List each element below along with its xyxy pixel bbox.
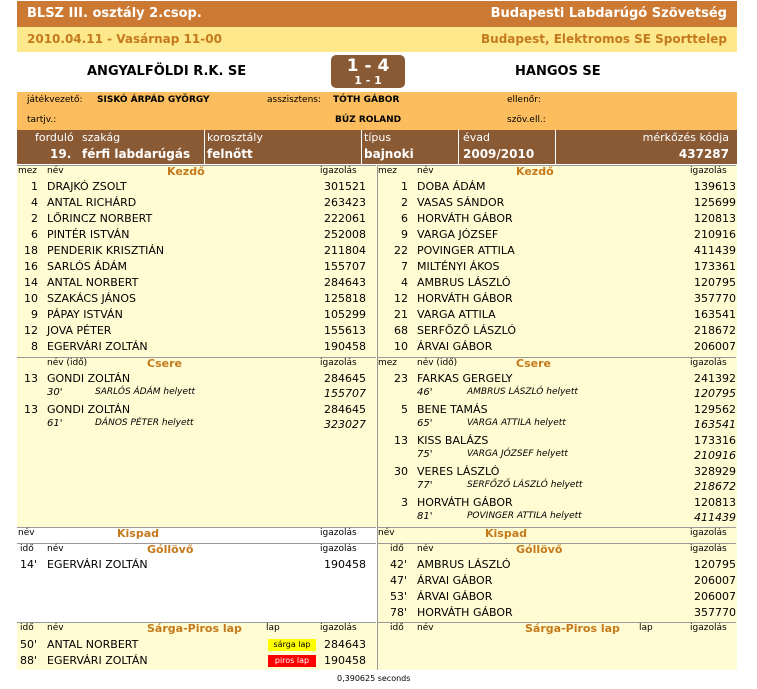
shirt-number: 4	[401, 276, 408, 289]
player-name: GONDI ZOLTÁN	[47, 372, 131, 385]
away-goal-row	[377, 605, 736, 621]
home-player-row	[17, 243, 376, 259]
away-start-header	[377, 165, 736, 178]
shirt-number: 6	[401, 212, 408, 225]
shirt-number: 16	[24, 260, 38, 273]
home-start-title: Kezdő	[167, 165, 205, 178]
nev-col: név	[47, 623, 64, 633]
player-id: 139613	[694, 180, 736, 193]
nev-col: név	[417, 544, 434, 554]
home-player-row	[17, 339, 376, 355]
shirt-number: 9	[401, 228, 408, 241]
player-id: 284643	[324, 638, 366, 651]
player-id: 125699	[694, 196, 736, 209]
halftime-score: 1 - 1	[354, 74, 382, 87]
shirt-number: 30	[394, 465, 408, 478]
away-sub-detail	[377, 386, 736, 402]
away-subs-header	[377, 357, 736, 370]
home-player-row	[17, 195, 376, 211]
branch-label: szakág	[82, 131, 121, 144]
shirt-number: 14	[24, 276, 38, 289]
reserve-ref-label: tartjv.:	[27, 115, 57, 125]
shirt-number: 10	[394, 340, 408, 353]
player-name: HORVÁTH GÁBOR	[417, 496, 513, 509]
player-name: POVINGER ATTILA	[417, 244, 515, 257]
referee-name: SISKÓ ÁRPÁD GYÖRGY	[97, 95, 210, 105]
nev-ido-col: név (idő)	[47, 358, 88, 368]
shirt-number: 5	[401, 403, 408, 416]
replaced-id: 411439	[694, 511, 736, 524]
ido-col: idő	[390, 544, 404, 554]
season-label: évad	[463, 131, 491, 144]
shirt-number: 12	[24, 324, 38, 337]
card-minute: 88'	[20, 654, 38, 667]
igazolas-col: igazolás	[320, 544, 357, 554]
player-name: MILTÉNYI ÁKOS	[417, 260, 500, 273]
player-name: AMBRUS LÁSZLÓ	[417, 276, 511, 289]
player-name: EGERVÁRI ZOLTÁN	[47, 654, 148, 667]
info-age	[204, 130, 361, 164]
away-team: HANGOS SE	[515, 64, 601, 79]
type-label: típus	[364, 131, 392, 144]
replaced-id: 210916	[694, 449, 736, 462]
player-name: ANTAL RICHÁRD	[47, 196, 137, 209]
player-id: 125818	[324, 292, 366, 305]
shirt-number: 1	[31, 180, 38, 193]
player-id: 155707	[324, 260, 366, 273]
replaced-player: AMBRUS LÁSZLÓ helyett	[467, 387, 578, 397]
round-label: forduló	[35, 131, 74, 144]
player-id: 252008	[324, 228, 366, 241]
replaced-id: 155707	[324, 387, 366, 400]
away-sub-row	[377, 433, 736, 449]
player-id: 206007	[694, 340, 736, 353]
red-card-badge: piros lap	[268, 655, 316, 667]
away-sub-row	[377, 464, 736, 480]
igazolas-col: igazolás	[690, 623, 727, 633]
player-id: 105299	[324, 308, 366, 321]
player-name: VERES LÁSZLÓ	[417, 465, 500, 478]
ido-col: idő	[20, 623, 34, 633]
home-goals-title: Góllövő	[147, 543, 194, 556]
date-venue-bar	[17, 27, 737, 52]
nev-col: név	[417, 623, 434, 633]
home-sub-row	[17, 371, 376, 387]
player-id: 210916	[694, 228, 736, 241]
age-label: korosztály	[207, 131, 263, 144]
replaced-id: 120795	[694, 387, 736, 400]
away-player-row	[377, 291, 736, 307]
home-player-row	[17, 307, 376, 323]
away-player-row	[377, 243, 736, 259]
info-type	[361, 130, 458, 164]
player-name: KISS BALÁZS	[417, 434, 489, 447]
home-sub-detail	[17, 386, 376, 402]
home-subs-header	[17, 357, 376, 370]
player-id: 284645	[324, 372, 366, 385]
shirt-number: 21	[394, 308, 408, 321]
home-start-header	[17, 165, 376, 178]
away-bench-title: Kispad	[485, 527, 528, 540]
sub-minute: 65'	[417, 418, 433, 429]
info-branch	[80, 130, 204, 164]
player-id: 328929	[694, 465, 736, 478]
shirt-number: 8	[31, 340, 38, 353]
mez-col: mez	[378, 358, 398, 368]
shirt-number: 6	[31, 228, 38, 241]
yellow-card-badge: sárga lap	[268, 639, 316, 651]
away-player-row	[377, 323, 736, 339]
scorer-name: ÁRVAI GÁBOR	[417, 574, 493, 587]
lap-col: lap	[639, 623, 653, 633]
home-goals-header	[17, 543, 376, 556]
player-name: GONDI ZOLTÁN	[47, 403, 131, 416]
nev-col: név	[18, 528, 35, 538]
igazolas-col: igazolás	[690, 358, 727, 368]
shirt-number: 12	[394, 292, 408, 305]
player-name: EGERVÁRI ZOLTÁN	[47, 340, 148, 353]
replaced-id: 323027	[324, 418, 366, 431]
match-venue: Budapest, Elektromos SE Sporttelep	[481, 32, 727, 46]
scorer-name: ÁRVAI GÁBOR	[417, 590, 493, 603]
info-code	[555, 130, 737, 164]
away-goal-row	[377, 573, 736, 589]
player-id: 222061	[324, 212, 366, 225]
igazolas-col: igazolás	[690, 528, 727, 538]
player-id: 120813	[694, 496, 736, 509]
igazolas-col: igazolás	[320, 166, 357, 176]
type-value: bajnoki	[364, 147, 414, 161]
sub-minute: 61'	[47, 418, 63, 429]
igazolas-col: igazolás	[320, 623, 357, 633]
goal-minute: 42'	[390, 558, 408, 571]
nev-col: név	[47, 166, 64, 176]
player-id: 263423	[324, 196, 366, 209]
assistant1-name: TÓTH GÁBOR	[333, 95, 400, 105]
player-name: DOBA ÁDÁM	[417, 180, 486, 193]
player-id: 120813	[694, 212, 736, 225]
away-sub-detail	[377, 510, 736, 526]
away-sub-detail	[377, 417, 736, 433]
home-cards-title: Sárga-Piros lap	[147, 622, 242, 635]
sub-minute: 75'	[417, 449, 433, 460]
ido-col: idő	[390, 623, 404, 633]
igazolas-col: igazolás	[690, 166, 727, 176]
player-name: ÁRVAI GÁBOR	[417, 340, 493, 353]
shirt-number: 9	[31, 308, 38, 321]
away-player-row	[377, 339, 736, 355]
player-id: 163541	[694, 308, 736, 321]
player-id: 218672	[694, 324, 736, 337]
away-player-row	[377, 195, 736, 211]
nev-col: név	[417, 166, 434, 176]
home-player-row	[17, 291, 376, 307]
info-season	[458, 130, 555, 164]
fed-controller-label: szöv.ell.:	[507, 115, 546, 125]
away-sub-row	[377, 495, 736, 511]
shirt-number: 18	[24, 244, 38, 257]
home-player-row	[17, 211, 376, 227]
season-value: 2009/2010	[463, 147, 535, 161]
player-name: VARGA ATTILA	[417, 308, 496, 321]
away-goals-title: Góllövő	[516, 543, 563, 556]
player-id: 155613	[324, 324, 366, 337]
player-name: SZAKÁCS JÁNOS	[47, 292, 136, 305]
sub-minute: 77'	[417, 480, 433, 491]
scorer-id: 206007	[694, 590, 736, 603]
goal-minute: 14'	[20, 558, 38, 571]
player-id: 120795	[694, 276, 736, 289]
sub-minute: 46'	[417, 387, 433, 398]
player-id: 190458	[324, 340, 366, 353]
igazolas-col: igazolás	[690, 544, 727, 554]
footer-timing: 0,390625 seconds	[337, 674, 411, 683]
round-value: 19.	[50, 147, 72, 161]
mez-col: mez	[378, 166, 398, 176]
replaced-player: SERFŐZŐ LÁSZLÓ helyett	[467, 480, 583, 490]
player-name: HORVÁTH GÁBOR	[417, 292, 513, 305]
player-name: DRAJKÓ ZSOLT	[47, 180, 127, 193]
igazolas-col: igazolás	[320, 358, 357, 368]
away-goal-row	[377, 589, 736, 605]
away-bench-header	[377, 527, 736, 540]
player-id: 129562	[694, 403, 736, 416]
replaced-player: SARLÓS ÁDÁM helyett	[95, 387, 196, 397]
away-player-row	[377, 259, 736, 275]
player-id: 284645	[324, 403, 366, 416]
home-player-row	[17, 227, 376, 243]
goal-minute: 47'	[390, 574, 408, 587]
away-player-row	[377, 211, 736, 227]
mez-col: mez	[18, 166, 38, 176]
home-card-row	[17, 637, 376, 653]
shirt-number: 2	[401, 196, 408, 209]
shirt-number: 13	[24, 403, 38, 416]
shirt-number: 3	[401, 496, 408, 509]
shirt-number: 7	[401, 260, 408, 273]
shirt-number: 4	[31, 196, 38, 209]
score-box	[331, 55, 405, 88]
shirt-number: 10	[24, 292, 38, 305]
goal-minute: 53'	[390, 590, 408, 603]
home-subs-title: Csere	[147, 357, 182, 370]
shirt-number: 23	[394, 372, 408, 385]
home-sub-detail	[17, 417, 376, 433]
player-id: 411439	[694, 244, 736, 257]
away-sub-row	[377, 402, 736, 418]
player-id: 173316	[694, 434, 736, 447]
igazolas-col: igazolás	[320, 528, 357, 538]
replaced-player: VARGA JÓZSEF helyett	[467, 449, 568, 459]
away-sub-detail	[377, 448, 736, 464]
home-team: ANGYALFÖLDI R.K. SE	[87, 64, 247, 79]
scorer-name: EGERVÁRI ZOLTÁN	[47, 558, 148, 571]
code-value: 437287	[678, 147, 729, 161]
replaced-id: 163541	[694, 418, 736, 431]
player-name: HORVÁTH GÁBOR	[417, 212, 513, 225]
scorer-name: HORVÁTH GÁBOR	[417, 606, 513, 619]
nev-col: név	[47, 544, 64, 554]
player-name: PINTÉR ISTVÁN	[47, 228, 130, 241]
away-start-title: Kezdő	[516, 165, 554, 178]
away-player-row	[377, 307, 736, 323]
scorer-name: AMBRUS LÁSZLÓ	[417, 558, 511, 571]
home-player-row	[17, 323, 376, 339]
shirt-number: 68	[394, 324, 408, 337]
final-score: 1 - 4	[346, 56, 390, 76]
player-name: SARLÓS ÁDÁM	[47, 260, 128, 273]
ido-col: idő	[20, 544, 34, 554]
card-minute: 50'	[20, 638, 38, 651]
player-name: SERFŐZŐ LÁSZLÓ	[417, 324, 517, 337]
player-name: PÁPAY ISTVÁN	[47, 308, 123, 321]
replaced-player: VARGA ATTILA helyett	[467, 418, 566, 428]
home-cards-header	[17, 622, 376, 635]
goal-minute: 78'	[390, 606, 408, 619]
shirt-number: 1	[401, 180, 408, 193]
home-bench-header	[17, 527, 376, 540]
player-name: ANTAL NORBERT	[47, 276, 139, 289]
federation-title: Budapesti Labdarúgó Szövetség	[490, 6, 727, 21]
player-id: 301521	[324, 180, 366, 193]
home-player-row	[17, 259, 376, 275]
assistant-label: asszisztens:	[267, 95, 322, 105]
player-name: VASAS SÁNDOR	[417, 196, 505, 209]
scorer-id: 120795	[694, 558, 736, 571]
nev-col: név	[378, 528, 395, 538]
sub-minute: 30'	[47, 387, 63, 398]
shirt-number: 13	[24, 372, 38, 385]
player-name: VARGA JÓZSEF	[417, 228, 499, 241]
shirt-number: 2	[31, 212, 38, 225]
controller-label: ellenőr:	[507, 95, 541, 105]
match-datetime: 2010.04.11 - Vasárnap 11-00	[27, 32, 222, 46]
replaced-id: 218672	[694, 480, 736, 493]
nev-ido-col: név (idő)	[417, 358, 458, 368]
player-id: 241392	[694, 372, 736, 385]
branch-value: férfi labdarúgás	[82, 147, 191, 161]
replaced-player: DÁNOS PÉTER helyett	[95, 418, 194, 428]
replaced-player: POVINGER ATTILA helyett	[467, 511, 582, 521]
referee-label: játékvezető:	[27, 95, 83, 105]
player-name: PENDERIK KRISZTIÁN	[47, 244, 165, 257]
officials-panel	[17, 92, 737, 130]
league-title: BLSZ III. osztály 2.csop.	[27, 6, 202, 21]
away-player-row	[377, 179, 736, 195]
shirt-number: 22	[394, 244, 408, 257]
away-cards-title: Sárga-Piros lap	[525, 622, 620, 635]
away-subs-title: Csere	[516, 357, 551, 370]
home-sub-row	[17, 402, 376, 418]
away-sub-detail	[377, 479, 736, 495]
shirt-number: 13	[394, 434, 408, 447]
home-card-row	[17, 653, 376, 669]
scorer-id: 357770	[694, 606, 736, 619]
away-goal-row	[377, 557, 736, 573]
player-name: JOVA PÉTER	[47, 324, 112, 337]
player-name: ANTAL NORBERT	[47, 638, 139, 651]
away-player-row	[377, 275, 736, 291]
home-goal-row	[17, 557, 376, 573]
player-id: 173361	[694, 260, 736, 273]
player-id: 211804	[324, 244, 366, 257]
scorer-id: 190458	[324, 558, 366, 571]
sub-minute: 81'	[417, 511, 433, 522]
age-value: felnőtt	[207, 147, 253, 161]
player-name: BENE TAMÁS	[417, 403, 488, 416]
away-sub-row	[377, 371, 736, 387]
assistant2-name: BÚZ ROLAND	[335, 115, 402, 125]
player-name: FARKAS GERGELY	[417, 372, 513, 385]
away-cards-header	[377, 622, 736, 635]
match-info-bar	[17, 130, 737, 164]
player-name: LŐRINCZ NORBERT	[47, 212, 153, 225]
player-id: 190458	[324, 654, 366, 667]
away-player-row	[377, 227, 736, 243]
lap-col: lap	[266, 623, 280, 633]
header-bar	[17, 1, 737, 27]
player-id: 357770	[694, 292, 736, 305]
player-id: 284643	[324, 276, 366, 289]
info-round	[17, 130, 80, 164]
code-label: mérkőzés kódja	[642, 131, 729, 144]
home-player-row	[17, 275, 376, 291]
home-player-row	[17, 179, 376, 195]
scorer-id: 206007	[694, 574, 736, 587]
home-bench-title: Kispad	[117, 527, 160, 540]
away-goals-header	[377, 543, 736, 556]
